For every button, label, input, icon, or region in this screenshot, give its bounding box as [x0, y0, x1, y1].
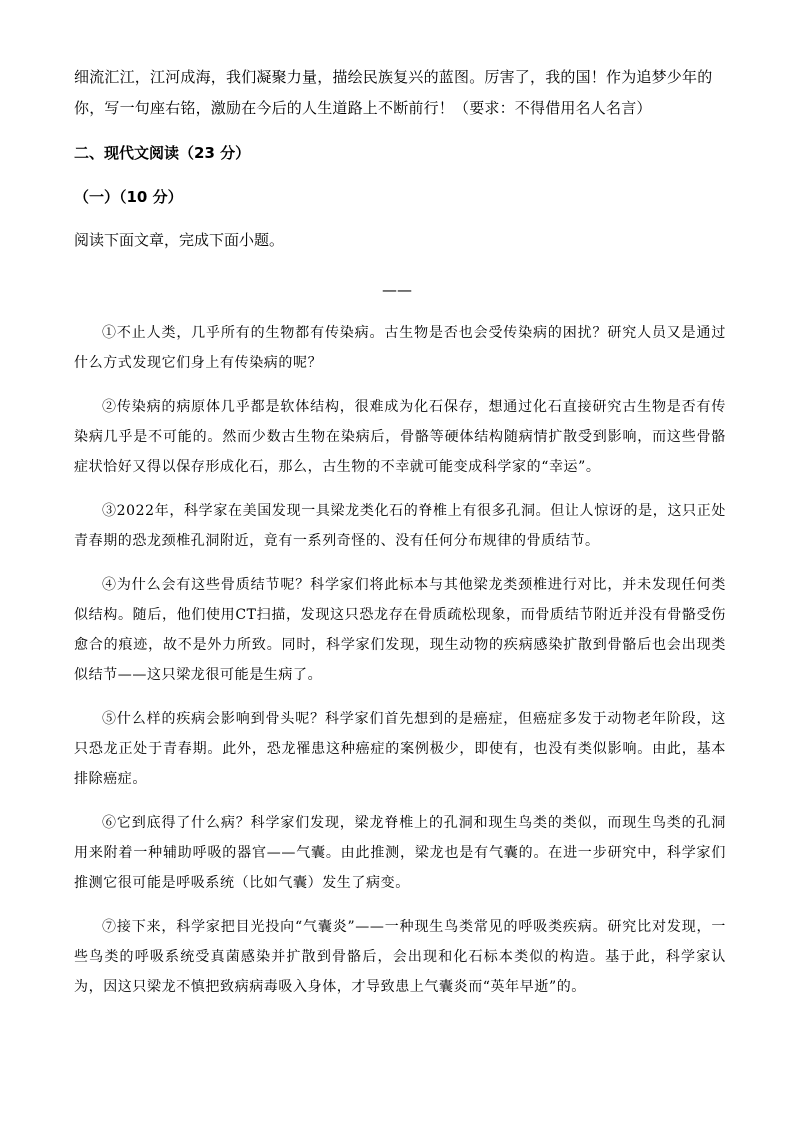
reading-instruction: 阅读下面文章，完成下面小题。	[74, 231, 285, 249]
article-paragraph-2: ②传染病的病原体几乎都是软体结构，很难成为化石保存，想通过化石直接研究古生物是否有传染病几乎是不可能的。然而少数古生物在染病后，骨骼等硬体结构随病情扩散受到影响，而这些骨骼症状恰好又得以保存形成化石，那么，古生物的不幸就可能变成科学家的“幸运”。	[74, 399, 726, 475]
article-paragraph-5: ⑤什么样的疾病会影响到骨头呢？科学家们首先想到的是癌症，但癌症多发于动物老年阶段，这只恐龙正处于青春期。此外，恐龙罹患这种癌症的案例极少，即使有，也没有类似影响。由此，基本排除癌症。	[74, 711, 726, 787]
article-paragraph-1: ①不止人类，几乎所有的生物都有传染病。古生物是否也会受传染病的困扰？研究人员又是通过什么方式发现它们身上有传染病的呢？	[74, 325, 726, 371]
article-title: ——	[382, 281, 412, 299]
article-body	[74, 318, 726, 1016]
article-paragraph-6: ⑥它到底得了什么病？科学家们发现，梁龙脊椎上的孔洞和现生鸟类的类似，而现生鸟类的孔洞用来附着一种辅助呼吸的器官——气囊。由此推测，梁龙也是有气囊的。在进一步研究中，科学家们推测它很可能是呼吸系统（比如气囊）发生了病变。	[74, 815, 726, 891]
article-paragraph-4: ④为什么会有这些骨质结节呢？科学家们将此标本与其他梁龙类颈椎进行对比，并未发现任何类似结构。随后，他们使用CT扫描，发现这只恐龙存在骨质疏松现象，而骨质结节附近并没有骨骼受伤愈合的痕迹，故不是外力所致。同时，科学家们发现，现生动物的疾病感染扩散到骨骼后也会出现类似结节——这只梁龙很可能是生病了。	[74, 577, 726, 683]
subsection-title: （一）（10 分）	[74, 188, 183, 206]
writing-prompt-text: 细流汇江，江河成海，我们凝聚力量，描绘民族复兴的蓝图。厉害了，我的国！作为追梦少年的你，写一句座右铭，激励在今后的人生道路上不断前行！（要求：不得借用名人名言）	[74, 68, 713, 117]
article-paragraph-7: ⑦接下来，科学家把目光投向“气囊炎”——一种现生鸟类常见的呼吸类疾病。研究比对发现，一些鸟类的呼吸系统受真菌感染并扩散到骨骼后，会出现和化石标本类似的构造。基于此，科学家认为，因这只梁龙不慎把致病病毒吸入身体，才导致患上气囊炎而“英年早逝”的。	[74, 919, 726, 995]
article-paragraph-3: ③2022年，科学家在美国发现一具梁龙类化石的脊椎上有很多孔洞。但让人惊讶的是，这只正处青春期的恐龙颈椎孔洞附近，竟有一系列奇怪的、没有任何分布规律的骨质结节。	[74, 503, 726, 549]
writing-prompt	[74, 62, 734, 124]
section-title: 二、现代文阅读（23 分）	[74, 144, 251, 162]
